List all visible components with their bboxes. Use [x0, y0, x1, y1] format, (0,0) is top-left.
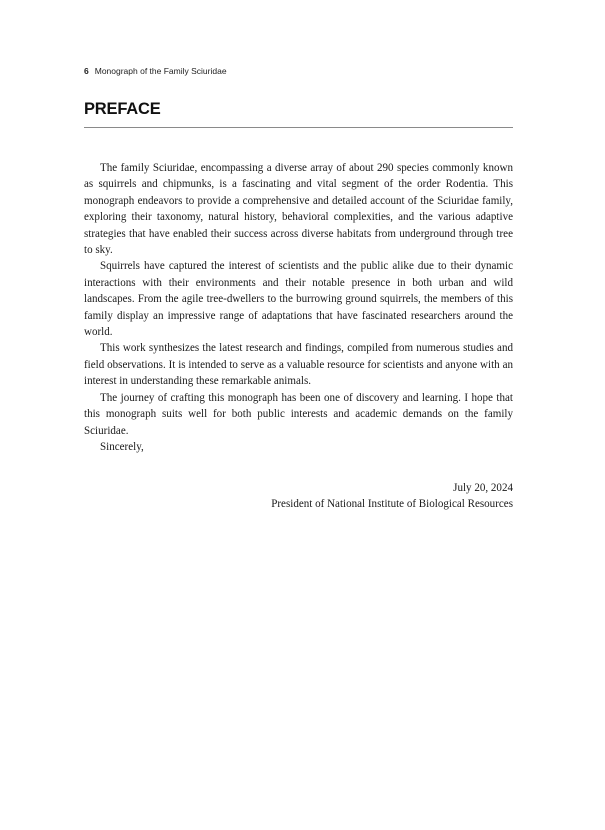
running-title: Monograph of the Family Sciuridae	[94, 66, 227, 76]
signature-author: President of National Institute of Biological Resources	[271, 498, 513, 511]
section-title: PREFACE	[84, 100, 161, 118]
signature-date: July 20, 2024	[453, 482, 513, 494]
paragraph-4: The journey of crafting this monograph has been one of discovery and learning. I hope that this monograph suits well for both public interests and academic demands on the family Sciuridae.	[84, 391, 513, 437]
signature-block	[271, 480, 513, 513]
closing-salutation: Sincerely,	[100, 440, 144, 453]
title-divider	[84, 127, 513, 128]
paragraph-1: The family Sciuridae, encompassing a diverse array of about 290 species commonly known as squirrels and chipmunks, is a fascinating and vital segment of the order Rodentia. This monograph endeavors to provide a comprehensive and detailed account of the Sciuridae family, exploring their taxonomy, natural history, behavioral complexities, and the various adaptive strategies that have enabled their success across diverse habitats from underground through tree to sky.	[84, 162, 513, 257]
paragraph-3: This work synthesizes the latest research and findings, compiled from numerous studies and field observations. It is intended to serve as a valuable resource for scientists and anyone with an interest in understanding these remarkable animals.	[84, 342, 513, 388]
running-header	[84, 66, 227, 76]
paragraph-2: Squirrels have captured the interest of scientists and the public alike due to their dynamic interactions with their environments and their notable presence in both urban and wild landscapes. From the agile tree-dwellers to the burrowing ground squirrels, the members of this family display an impressive range of adaptations that have fascinated researchers around the world.	[84, 260, 513, 339]
body-text	[84, 160, 513, 455]
page-number: 6	[84, 66, 89, 76]
